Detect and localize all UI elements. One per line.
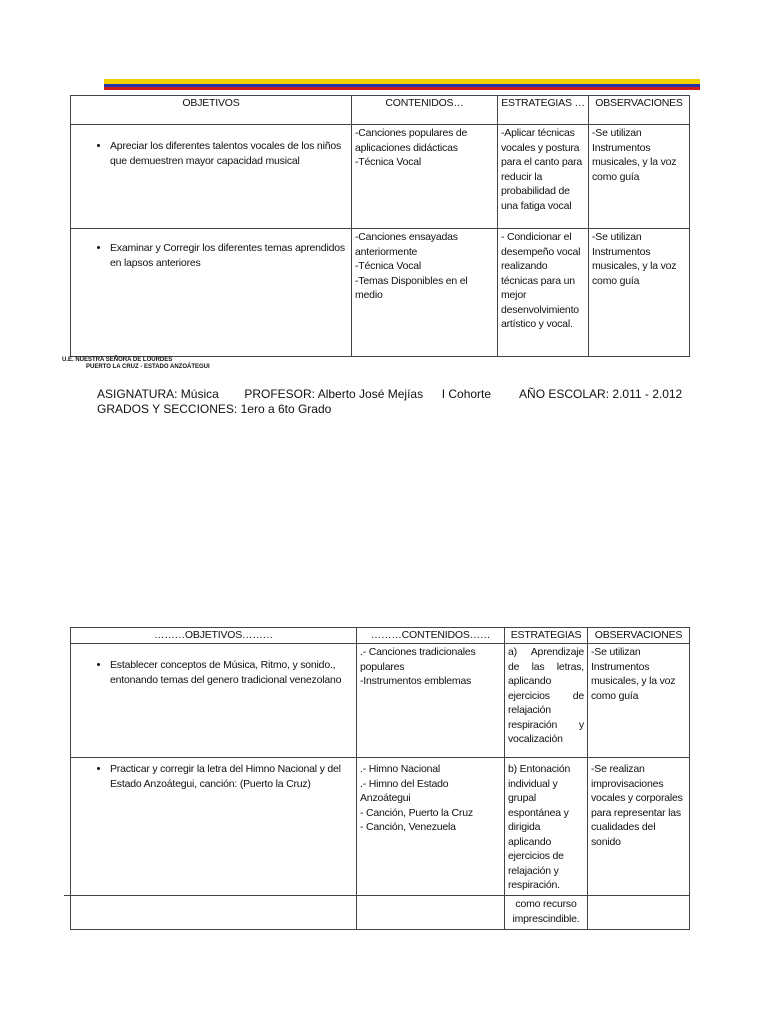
estrategia-text: como recurso imprescindible. (505, 896, 588, 930)
objetivo-text: • Establecer conceptos de Música, Ritmo, y sonido., entonando temas del genero tradicional venezolano (110, 658, 353, 687)
table-row (71, 644, 690, 758)
contenido-line: -Técnica Vocal (355, 156, 422, 168)
contenido-line: .- Himno Nacional (360, 763, 441, 775)
table-row (71, 758, 690, 896)
contenido-line: - Canción, Venezuela (360, 821, 456, 833)
plan-table-1 (70, 95, 690, 357)
objetivo-text (71, 896, 357, 930)
table-row (71, 229, 690, 357)
cohorte-text: I Cohorte (441, 387, 492, 401)
grados-text: GRADOS Y SECCIONES: 1ero a 6to Grado (97, 402, 332, 416)
header-estrategias: ESTRATEGIAS (505, 628, 588, 644)
estrategia-text: - Condicionar el desempeño vocal realizando técnicas para un mejor desenvolvimiento artístico y vocal. (498, 229, 589, 357)
header-observaciones: OBSERVACIONES (588, 628, 690, 644)
contenido-empty (357, 896, 505, 930)
contenido-line: - Canción, Puerto la Cruz (360, 806, 473, 819)
plan-table-2 (70, 627, 690, 930)
observacion-text (588, 896, 690, 930)
observacion-text: -Se utilizan Instrumentos musicales, y la voz como guía (589, 125, 690, 229)
observacion-text: -Se utilizan Instrumentos musicales, y la voz como guía (588, 644, 690, 758)
table-header-row (71, 96, 690, 125)
contenido-line: -Temas Disponibles en el medio (355, 274, 468, 301)
table-row (71, 125, 690, 229)
contenido-line: -Instrumentos emblemas (360, 675, 472, 687)
contenido-line: -Canciones populares de aplicaciones didácticas (355, 127, 468, 154)
header-objetivos: ………OBJETIVOS……… (71, 628, 357, 644)
divider-line (64, 895, 594, 896)
observacion-text: -Se utilizan Instrumentos musicales, y la voz como guía (589, 229, 690, 357)
estrategia-text: b) Entonación individual y grupal espontánea y dirigida aplicando ejercicios de relajación y respiración. (505, 758, 588, 896)
course-info (97, 387, 682, 417)
table-header-row (71, 628, 690, 644)
flag-stripes (104, 79, 700, 90)
school-location: PUERTO LA CRUZ - ESTADO ANZOÁTEGUI (86, 364, 210, 370)
observacion-text: -Se realizan improvisaciones vocales y corporales para representar las cualidades del sonido (588, 758, 690, 896)
contenido-line: .- Himno del Estado Anzoátegui (360, 777, 449, 804)
contenido-line: .- Canciones tradicionales populares (360, 646, 476, 673)
school-name: U.E. NUESTRA SEÑORA DE LOURDES (62, 357, 173, 363)
header-observaciones: OBSERVACIONES (589, 96, 690, 125)
table-row (71, 896, 690, 930)
objetivo-text: • Practicar y corregir la letra del Himno Nacional y del Estado Anzoátegui, canción: (Puerto la Cruz) (110, 762, 353, 791)
anio-escolar-text: AÑO ESCOLAR: 2.011 - 2.012 (519, 387, 683, 401)
header-contenidos: CONTENIDOS… (352, 96, 498, 125)
profesor-text: PROFESOR: Alberto José Mejías (244, 387, 424, 401)
school-header (62, 357, 210, 371)
contenido-line: -Técnica Vocal (355, 260, 422, 272)
estrategia-text: -Aplicar técnicas vocales y postura para el canto para reducir la probabilidad de una fatiga vocal (498, 125, 589, 229)
estrategia-text: a) Aprendizaje de las letras, aplicando ejercicios de relajación respiración y vocalización (505, 644, 588, 758)
header-objetivos: OBJETIVOS (71, 96, 352, 125)
objetivo-text: • Apreciar los diferentes talentos vocales de los niños que demuestren mayor capacidad musical (110, 139, 348, 168)
asignatura-text: ASIGNATURA: Música (97, 387, 219, 401)
objetivo-text: • Examinar y Corregir los diferentes temas aprendidos en lapsos anteriores (110, 241, 348, 270)
header-contenidos: ………CONTENIDOS…… (357, 628, 505, 644)
header-estrategias: ESTRATEGIAS … (498, 96, 589, 125)
contenido-line: -Canciones ensayadas anteriormente (355, 231, 458, 258)
